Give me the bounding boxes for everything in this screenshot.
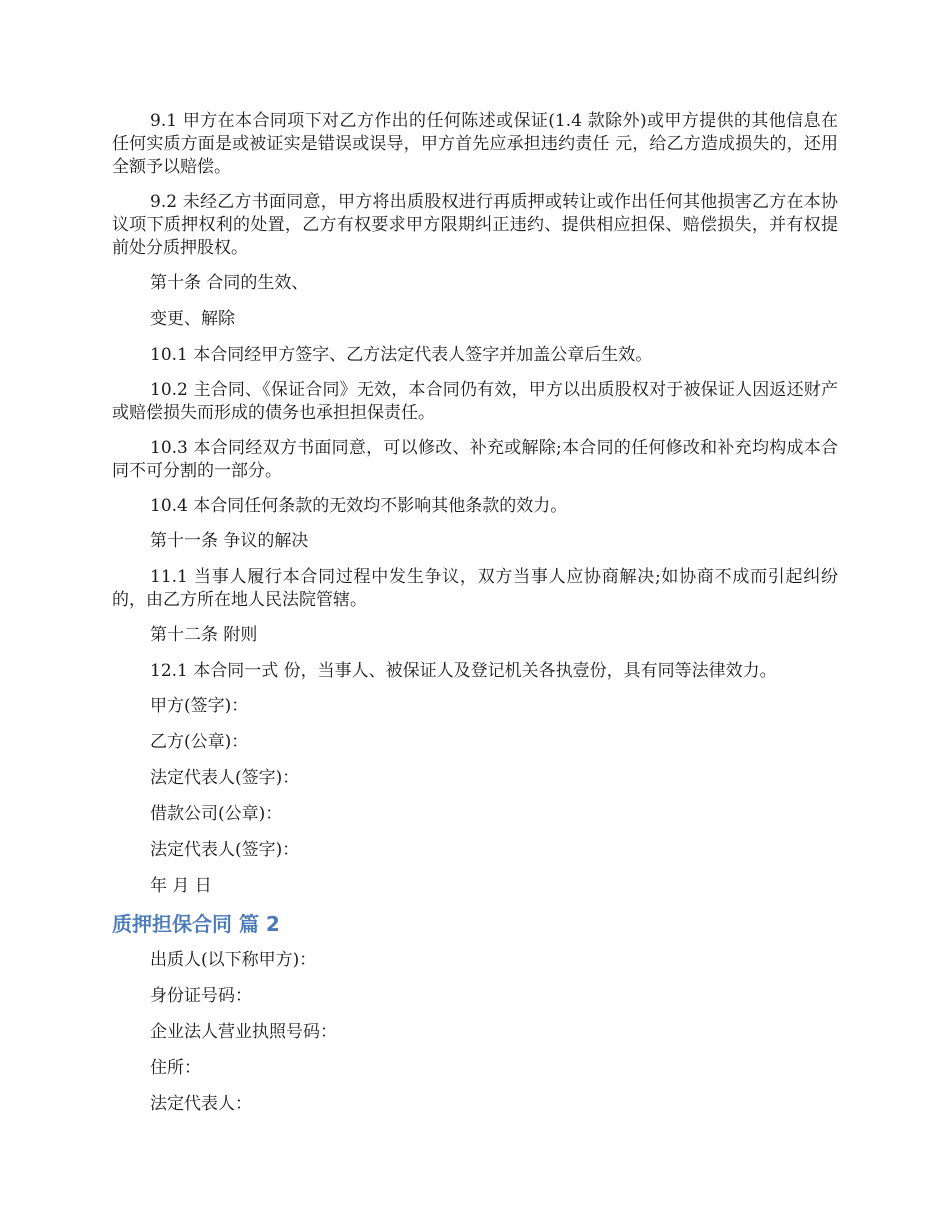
article-10-heading-cont: 变更、解除 — [150, 309, 235, 329]
id-number-field: 身份证号码： — [150, 986, 252, 1006]
clause-10-1: 10.1 本合同经甲方签字、乙方法定代表人签字并加盖公章后生效。 — [150, 345, 653, 365]
clause-9-2: 9.2 未经乙方书面同意，甲方将出质股权进行再质押或转让或作出任何其他损害乙方在本协议项下质押权利的处置，乙方有权要求甲方限期纠正违约、提供相应担保、赔偿损失，并有权提前处分质押股权。 — [112, 192, 838, 258]
signature-party-a: 甲方(签字)： — [150, 696, 249, 716]
signature-party-b: 乙方(公章)： — [150, 732, 249, 752]
pledgor-field: 出质人(以下称甲方)： — [150, 950, 317, 970]
signature-borrower-company: 借款公司(公章)： — [150, 804, 283, 824]
signature-legal-rep-1: 法定代表人(签字)： — [150, 768, 300, 788]
clause-9-1: 9.1 甲方在本合同项下对乙方作出的任何陈述或保证(1.4 款除外)或甲方提供的其他信息在任何实质方面是或被证实是错误或误导，甲方首先应承担违约责任 元，给乙方造成损失的，还用全额予以赔偿。 — [112, 111, 838, 177]
signature-legal-rep-2: 法定代表人(签字)： — [150, 840, 300, 860]
legal-rep-field: 法定代表人： — [150, 1094, 252, 1114]
article-11-heading: 第十一条 争议的解决 — [150, 531, 309, 551]
clause-10-2: 10.2 主合同、《保证合同》无效，本合同仍有效，甲方以出质股权对于被保证人因返还财产或赔偿损失而形成的债务也承担担保责任。 — [112, 380, 838, 423]
article-12-heading: 第十二条 附则 — [150, 625, 258, 645]
address-field: 住所： — [150, 1058, 201, 1078]
article-10-heading: 第十条 合同的生效、 — [150, 273, 309, 293]
clause-11-1: 11.1 当事人履行本合同过程中发生争议，双方当事人应协商解决;如协商不成而引起纠纷的，由乙方所在地人民法院管辖。 — [112, 567, 838, 610]
clause-10-3: 10.3 本合同经双方书面同意，可以修改、补充或解除;本合同的任何修改和补充均构成本合同不可分割的一部分。 — [112, 438, 838, 481]
clause-12-1: 12.1 本合同一式 份，当事人、被保证人及登记机关各执壹份，具有同等法律效力。 — [150, 661, 777, 681]
clause-10-4: 10.4 本合同任何条款的无效均不影响其他条款的效力。 — [150, 496, 568, 516]
business-license-field: 企业法人营业执照号码： — [150, 1022, 337, 1042]
signature-date: 年 月 日 — [150, 876, 212, 896]
section-2-title: 质押担保合同 篇 2 — [112, 912, 280, 936]
